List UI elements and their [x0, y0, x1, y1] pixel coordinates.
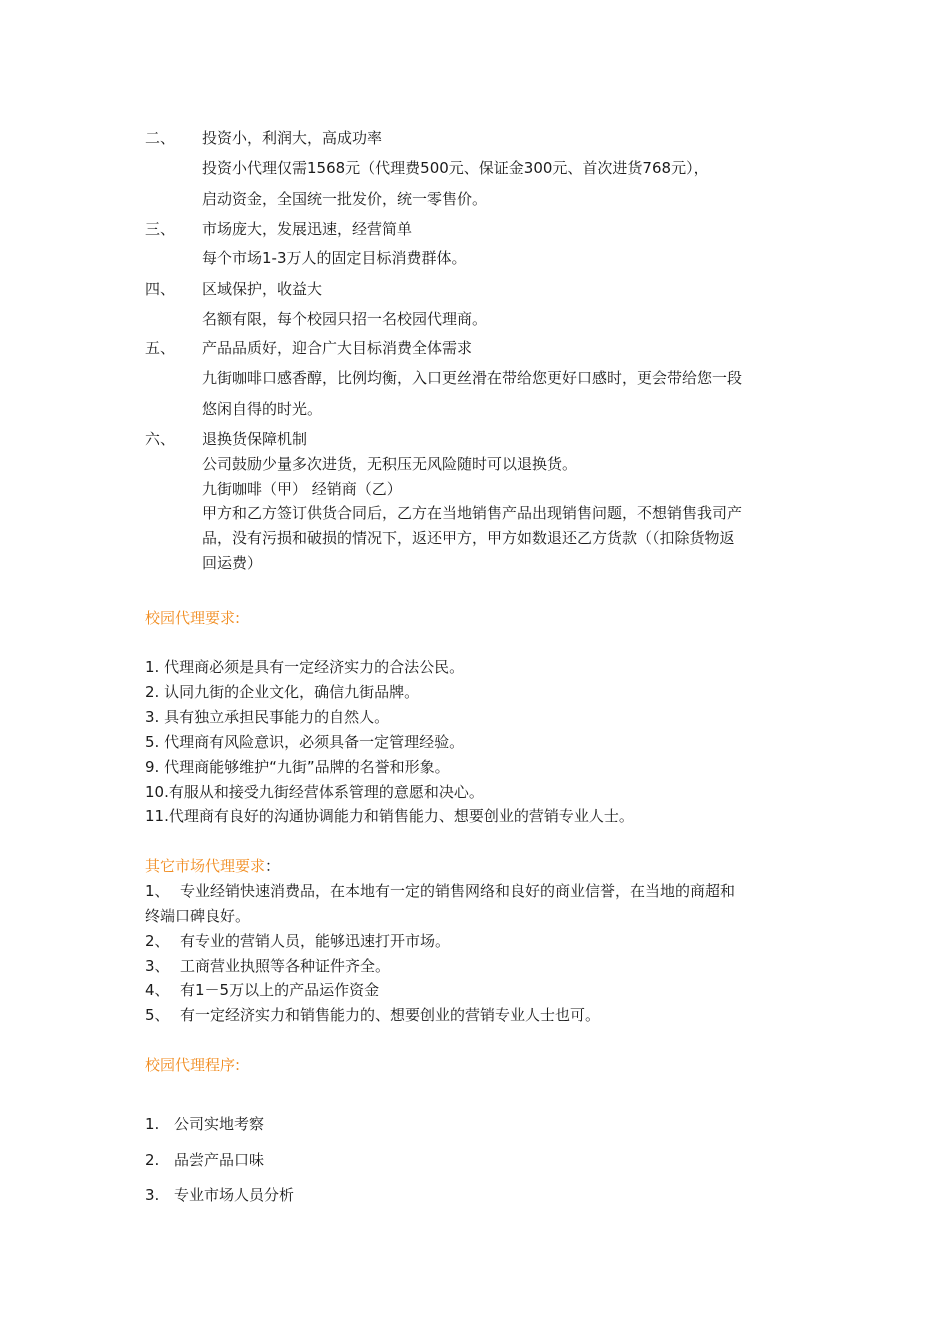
requirement-item: 9. 代理商能够维护“九街”品牌的名誉和形象。	[145, 758, 450, 776]
procedure-step-number: 3.	[145, 1186, 160, 1204]
section-body-line: 品，没有污损和破损的情况下，返还甲方，甲方如数退还乙方货款（（扣除货物返	[202, 529, 735, 547]
procedure-step-text: 品尝产品口味	[174, 1151, 265, 1169]
other-item-line: 有专业的营销人员，能够迅速打开市场。	[180, 932, 451, 950]
other-item-line: 有1－5万以上的产品运作资金	[180, 981, 380, 999]
section-body-line: 甲方和乙方签订供货合同后，乙方在当地销售产品出现销售问题，不想销售我司产	[202, 504, 743, 522]
other-item-number: 4、	[145, 981, 170, 999]
procedure-step-text: 专业市场人员分析	[174, 1186, 295, 1204]
section-heading: 退换货保障机制	[202, 430, 308, 448]
section-heading: 区域保护，收益大	[202, 280, 323, 298]
campus-procedure-title: 校园代理程序:	[145, 1056, 241, 1074]
other-item-number: 1、	[145, 882, 170, 900]
section-heading: 投资小，利润大，高成功率	[202, 129, 383, 147]
section-body-line: 九街咖啡口感香醇，比例均衡，入口更丝滑在带给您更好口感时，更会带给您一段	[202, 369, 743, 387]
other-item-number: 3、	[145, 957, 170, 975]
section-body-line: 悠闲自得的时光。	[202, 400, 323, 418]
requirement-item: 1. 代理商必须是具有一定经济实力的合法公民。	[145, 658, 465, 676]
other-requirements-title-colon: ：	[265, 857, 281, 875]
section-body-line: 九街咖啡（甲） 经销商（乙）	[202, 480, 402, 498]
section-body-line: 启动资金，全国统一批发价，统一零售价。	[202, 190, 488, 208]
section-body-line: 回运费）	[202, 554, 263, 572]
other-item-line: 有一定经济实力和销售能力的、想要创业的营销专业人士也可。	[180, 1006, 601, 1024]
requirement-item: 2. 认同九街的企业文化，确信九街品牌。	[145, 683, 420, 701]
section-body-line: 投资小代理仅需1568元（代理费500元、保证金300元、首次进货768元），	[202, 159, 709, 177]
other-item-line: 专业经销快速消费品，在本地有一定的销售网络和良好的商业信誉，在当地的商超和	[180, 882, 736, 900]
other-requirements-title-text: 其它市场代理要求	[145, 857, 266, 875]
procedure-step-number: 1.	[145, 1115, 160, 1133]
section-number: 五、	[145, 339, 176, 357]
requirement-item: 3. 具有独立承担民事能力的自然人。	[145, 708, 390, 726]
requirement-item: 5. 代理商有风险意识，必须具备一定管理经验。	[145, 733, 465, 751]
section-number: 二、	[145, 129, 176, 147]
other-item-line: 工商营业执照等各种证件齐全。	[180, 957, 391, 975]
requirement-item: 11.代理商有良好的沟通协调能力和销售能力、想要创业的营销专业人士。	[145, 807, 634, 825]
other-item-line: 终端口碑良好。	[145, 907, 251, 925]
section-heading: 市场庞大，发展迅速，经营简单	[202, 220, 413, 238]
other-item-number: 5、	[145, 1006, 170, 1024]
procedure-step-number: 2.	[145, 1151, 160, 1169]
section-body-line: 每个市场1-3万人的固定目标消费群体。	[202, 249, 467, 267]
section-heading: 产品品质好，迎合广大目标消费全体需求	[202, 339, 473, 357]
campus-requirements-title: 校园代理要求:	[145, 609, 241, 627]
procedure-step-text: 公司实地考察	[174, 1115, 265, 1133]
section-number: 六、	[145, 430, 176, 448]
other-item-number: 2、	[145, 932, 170, 950]
section-body-line: 名额有限，每个校园只招一名校园代理商。	[202, 310, 488, 328]
section-number: 四、	[145, 280, 176, 298]
other-requirements-title	[145, 856, 280, 876]
requirement-item: 10.有服从和接受九街经营体系管理的意愿和决心。	[145, 783, 484, 801]
section-number: 三、	[145, 220, 176, 238]
section-body-line: 公司鼓励少量多次进货，无积压无风险随时可以退换货。	[202, 455, 578, 473]
